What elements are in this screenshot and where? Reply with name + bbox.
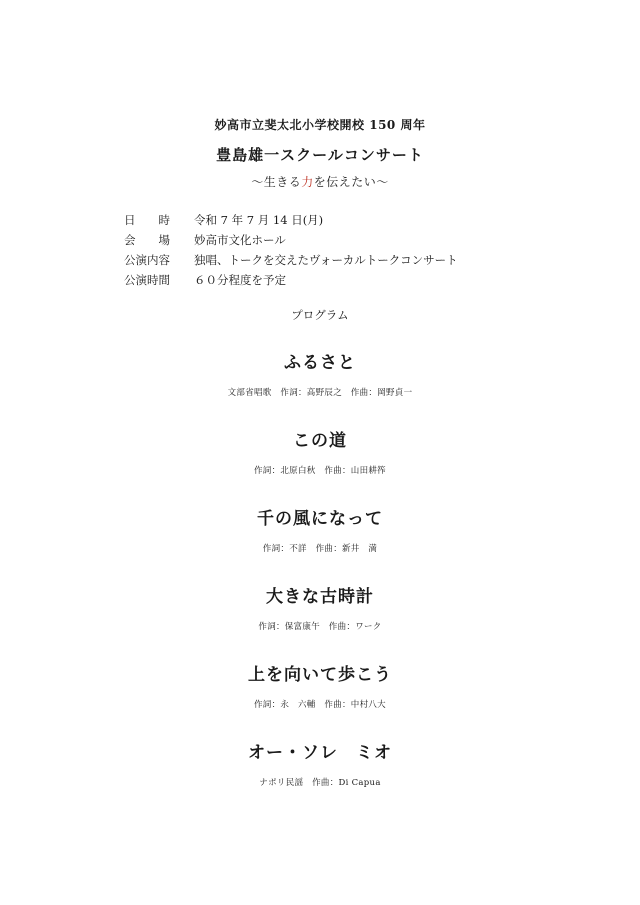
detail-value: 妙高市文化ホール [194, 233, 286, 247]
subtitle-accent-character: 力 [301, 175, 314, 189]
detail-label: 公演時間 [124, 273, 170, 287]
song-title: 大きな古時計 [266, 587, 374, 607]
subtitle-prefix: 〜生きる [251, 175, 302, 189]
song-title: 上を向いて歩こう [248, 665, 392, 685]
song-credit: 作詞：不詳 作曲：新井 満 [262, 544, 378, 554]
concert-title: 豊島雄一スクールコンサート [216, 146, 424, 164]
detail-label: 会 場 [124, 233, 170, 247]
song-title: 千の風になって [257, 509, 383, 529]
school-anniversary-line: 妙高市立斐太北小学校開校 150 周年 [214, 118, 426, 132]
program-item [0, 428, 640, 506]
program-item [0, 506, 640, 584]
subtitle-suffix: を伝えたい〜 [313, 175, 389, 189]
song-credit: 作詞：保富康午 作曲：ワーク [258, 622, 382, 632]
program-item [0, 740, 640, 818]
program-item [0, 350, 640, 428]
detail-row-duration [124, 270, 564, 290]
program-list [0, 350, 640, 818]
detail-value: ６０分程度を予定 [194, 273, 286, 287]
detail-row-content [124, 250, 564, 270]
song-title: ふるさと [284, 353, 356, 373]
concert-subtitle [0, 173, 640, 190]
song-title: オー・ソレ ミオ [248, 743, 392, 763]
detail-label: 公演内容 [124, 253, 170, 267]
detail-row-date [124, 210, 564, 230]
song-title: この道 [293, 431, 347, 451]
song-credit: 作詞：永 六輔 作曲：中村八大 [253, 700, 386, 710]
song-credit: ナポリ民謡 作曲：Di Capua [259, 778, 381, 788]
program-item [0, 662, 640, 740]
detail-value: 令和 7 年 7 月 14 日(月) [194, 213, 324, 227]
program-heading: プログラム [291, 308, 349, 322]
detail-value: 独唱、トークを交えたヴォーカルトークコンサート [194, 253, 458, 267]
program-item [0, 584, 640, 662]
detail-label: 日 時 [124, 213, 170, 227]
event-details [124, 210, 564, 290]
song-credit: 文部省唱歌 作詞：高野辰之 作曲：岡野貞一 [227, 388, 413, 398]
song-credit: 作詞：北原白秋 作曲：山田耕筰 [253, 466, 386, 476]
detail-row-venue [124, 230, 564, 250]
